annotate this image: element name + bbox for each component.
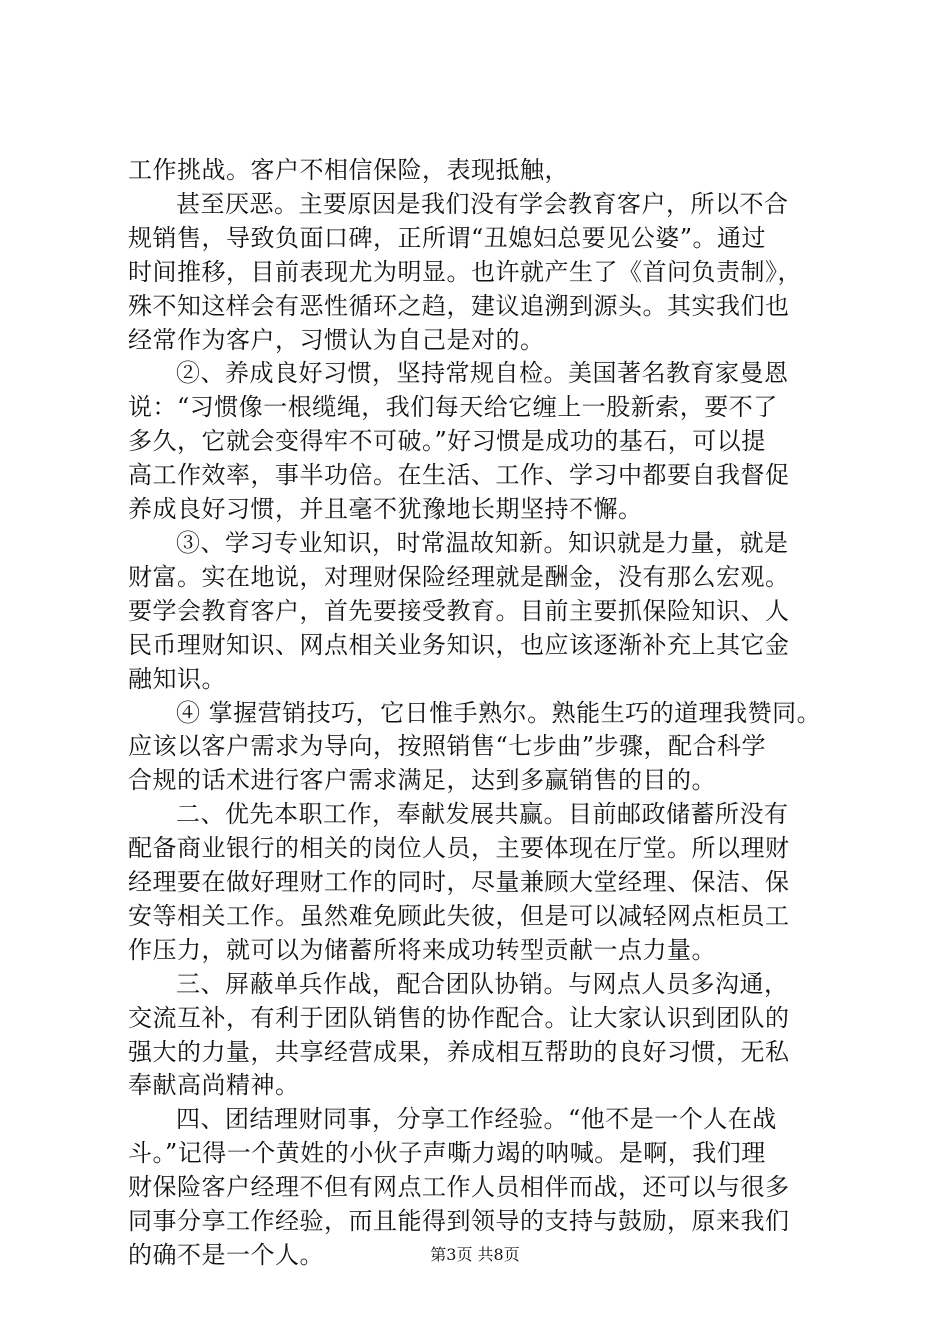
text-line: 安等相关工作。虽然难免顾此失彼，但是可以减轻网点柜员工 — [128, 901, 790, 930]
text-line: 交流互补，有利于团队销售的协作配合。让大家认识到团队的 — [128, 1003, 790, 1032]
paragraph-first-line: ④ 掌握营销技巧，它日惟手熟尔。熟能生巧的道理我赞同。 — [176, 698, 822, 727]
document-body — [128, 154, 848, 1273]
text-line: 强大的力量，共享经营成果，养成相互帮助的良好习惯，无私 — [128, 1037, 790, 1066]
paragraph-first-line: 四、团结理财同事，分享工作经验。“他不是一个人在战 — [176, 1105, 777, 1134]
text-line: 财富。实在地说，对理财保险经理就是酬金，没有那么宏观。 — [128, 562, 790, 591]
text-line: 养成良好习惯，并且毫不犹豫地长期坚持不懈。 — [128, 495, 643, 524]
text-line: 配备商业银行的相关的岗位人员，主要体现在厅堂。所以理财 — [128, 834, 790, 863]
text-line: 经常作为客户，习惯认为自己是对的。 — [128, 325, 545, 354]
text-line: 殊不知这样会有恶性循环之趋，建议追溯到源头。其实我们也 — [128, 291, 790, 320]
text-line: 合规的话术进行客户需求满足，达到多赢销售的目的。 — [128, 766, 716, 795]
text-line: 高工作效率，事半功倍。在生活、工作、学习中都要自我督促 — [128, 461, 790, 490]
text-line: 民币理财知识、网点相关业务知识，也应该逐渐补充上其它金 — [128, 630, 790, 659]
text-line: 规销售，导致负面口碑，正所谓“丑媳妇总要见公婆”。通过 — [128, 223, 767, 252]
paragraph-first-line: 甚至厌恶。主要原因是我们没有学会教育客户，所以不合 — [176, 189, 789, 218]
paragraph-first-line: ③、学习专业知识，时常温故知新。知识就是力量，就是 — [176, 528, 789, 557]
text-line: 应该以客户需求为导向，按照销售“七步曲”步骤，配合科学 — [128, 732, 767, 761]
text-line: 斗。”记得一个黄姓的小伙子声嘶力竭的呐喊。是啊，我们理 — [128, 1139, 766, 1168]
text-line: 要学会教育客户，首先要接受教育。目前主要抓保险知识、人 — [128, 596, 790, 625]
text-line: 工作挑战。客户不相信保险，表现抵触， — [128, 156, 569, 184]
paragraph-first-line: 三、屏蔽单兵作战，配合团队协销。与网点人员多沟通， — [176, 969, 789, 998]
paragraph-first-line: ②、养成良好习惯，坚持常规自检。美国著名教育家曼恩 — [176, 359, 789, 388]
text-line: 多久，它就会变得牢不可破。”好习惯是成功的基石，可以提 — [128, 427, 766, 456]
text-line: 作压力，就可以为储蓄所将来成功转型贡献一点力量。 — [128, 935, 716, 964]
text-line: 融知识。 — [128, 664, 226, 693]
text-line: 经理要在做好理财工作的同时，尽量兼顾大堂经理、保洁、保 — [128, 868, 790, 897]
text-line: 时间推移，目前表现尤为明显。也许就产生了《首问负责制》， — [128, 257, 802, 286]
text-line: 说：“习惯像一根缆绳，我们每天给它缠上一股新索，要不了 — [128, 393, 778, 422]
text-line: 的确不是一个人。 — [128, 1241, 324, 1269]
page-footer: 第3页 共8页 — [430, 1245, 520, 1264]
paragraph-first-line: 二、优先本职工作，奉献发展共赢。目前邮政储蓄所没有 — [176, 800, 789, 829]
text-line: 财保险客户经理不但有网点工作人员相伴而战，还可以与很多 — [128, 1173, 790, 1202]
text-line: 同事分享工作经验，而且能得到领导的支持与鼓励，原来我们 — [128, 1207, 790, 1236]
text-line: 奉献高尚精神。 — [128, 1071, 300, 1100]
